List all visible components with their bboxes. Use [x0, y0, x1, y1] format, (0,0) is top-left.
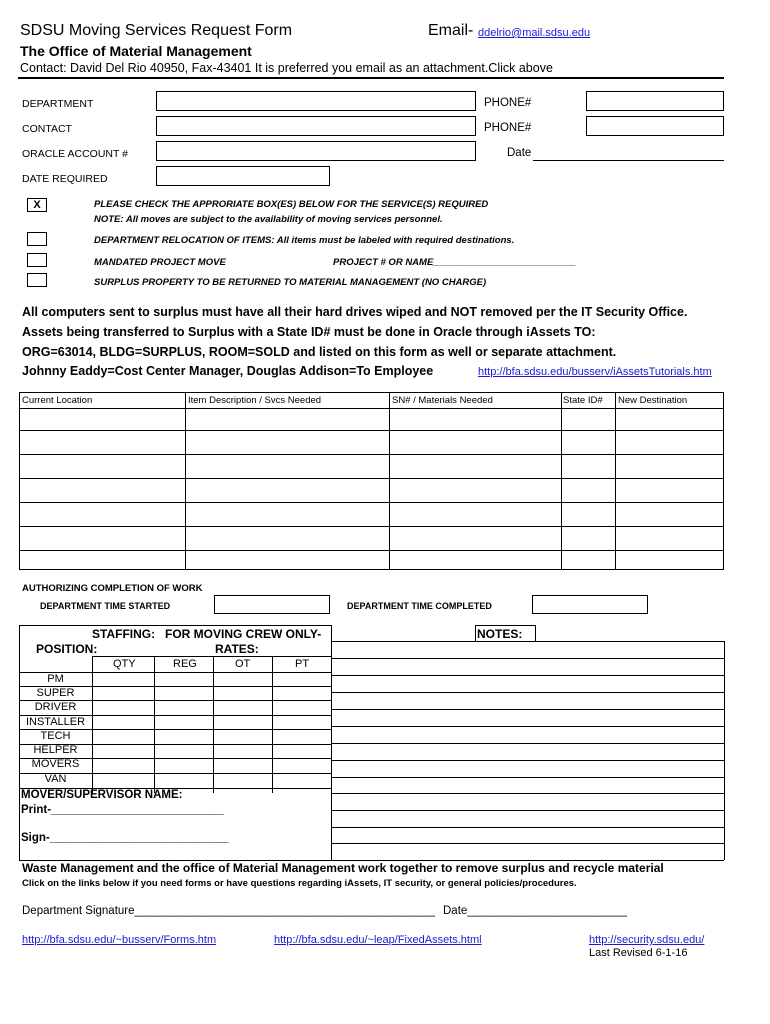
col-state-id: State ID#: [563, 395, 603, 406]
email-link[interactable]: ddelrio@mail.sdsu.edu: [478, 27, 591, 39]
col-reg: REG: [173, 658, 197, 670]
check-relocation[interactable]: [27, 232, 47, 246]
form-title: SDSU Moving Services Request Form: [20, 22, 293, 39]
department-input[interactable]: [156, 91, 476, 111]
notice-line-1: All computers sent to surplus must have all their hard drives wiped and NOT removed per the IT Security Office.: [22, 305, 688, 319]
date-required-label: DATE REQUIRED: [22, 173, 108, 185]
check-surplus[interactable]: [27, 273, 47, 287]
forms-link[interactable]: http://bfa.sdsu.edu/~busserv/Forms.htm: [22, 934, 217, 946]
check-instructions[interactable]: X: [27, 198, 47, 212]
sign-line[interactable]: Sign-____________________________: [21, 832, 229, 844]
date-label: Date: [507, 147, 532, 159]
oracle-label: ORACLE ACCOUNT #: [22, 148, 128, 160]
notes-area[interactable]: [332, 642, 724, 860]
date-line[interactable]: [533, 160, 724, 161]
phone2-label: PHONE#: [484, 122, 532, 134]
col-ot: OT: [235, 658, 251, 670]
col-current-location: Current Location: [22, 395, 93, 406]
phone1-input[interactable]: [586, 91, 724, 111]
contact-input[interactable]: [156, 116, 476, 136]
note-text: NOTE: All moves are subject to the availability of moving services personnel.: [94, 214, 443, 225]
time-started-label: DEPARTMENT TIME STARTED: [40, 601, 171, 611]
phone2-input[interactable]: [586, 116, 724, 136]
position-installer: INSTALLER: [25, 716, 86, 728]
fixed-assets-link[interactable]: http://bfa.sdsu.edu/~leap/FixedAssets.html: [274, 934, 482, 946]
crew-label: FOR MOVING CREW ONLY-: [165, 627, 322, 641]
oracle-input[interactable]: [156, 141, 476, 161]
position-pm: PM: [47, 673, 64, 685]
phone1-label: PHONE#: [484, 97, 532, 109]
rates-label: RATES:: [215, 642, 259, 656]
col-sn-materials: SN# / Materials Needed: [392, 395, 493, 406]
notice-line-4: Johnny Eaddy=Cost Center Manager, Douglas Addison=To Employee: [22, 364, 434, 378]
time-started-input[interactable]: [214, 595, 330, 614]
last-revised: Last Revised 6-1-16: [589, 947, 688, 959]
office-subtitle: The Office of Material Management: [20, 43, 252, 59]
department-signature[interactable]: Department Signature_______________________________________________: [22, 905, 436, 917]
waste-management-text: Waste Management and the office of Material Management work together to remove surplus and recycle material: [22, 861, 664, 875]
items-table: [19, 392, 724, 570]
position-super: SUPER: [36, 687, 75, 699]
click-links-text: Click on the links below if you need forms or have questions regarding iAssets, IT security, or general policies/procedures.: [22, 878, 577, 889]
authorizing-title: AUTHORIZING COMPLETION OF WORK: [22, 583, 203, 594]
check-mandated[interactable]: [27, 253, 47, 267]
instructions-text: PLEASE CHECK THE APPRORIATE BOX(ES) BELOW FOR THE SERVICE(S) REQUIRED: [94, 199, 489, 210]
staffing-table: [19, 625, 725, 860]
mandated-text: MANDATED PROJECT MOVE: [94, 257, 226, 268]
header-divider: [18, 77, 724, 79]
position-label: POSITION:: [36, 642, 98, 656]
relocation-text: DEPARTMENT RELOCATION OF ITEMS: All items must be labeled with required destinations.: [94, 235, 515, 246]
email-label: Email-: [428, 22, 474, 39]
col-qty: QTY: [113, 658, 136, 670]
staffing-label: STAFFING:: [92, 627, 156, 641]
col-pt: PT: [295, 658, 310, 670]
notice-line-3: ORG=63014, BLDG=SURPLUS, ROOM=SOLD and listed on this form as well or separate attachment.: [22, 345, 617, 359]
security-link[interactable]: http://security.sdsu.edu/: [589, 934, 705, 946]
position-movers: MOVERS: [31, 758, 80, 770]
print-line[interactable]: Print-___________________________: [21, 804, 224, 816]
department-label: DEPARTMENT: [22, 98, 94, 110]
contact-label: CONTACT: [22, 123, 72, 135]
signature-date[interactable]: Date_________________________: [443, 905, 628, 917]
time-completed-label: DEPARTMENT TIME COMPLETED: [347, 601, 492, 611]
time-completed-input[interactable]: [532, 595, 648, 614]
col-item-description: Item Description / Svcs Needed: [188, 395, 322, 406]
notes-label: NOTES:: [477, 627, 523, 641]
date-required-input[interactable]: [156, 166, 330, 186]
mover-name-label: MOVER/SUPERVISOR NAME:: [21, 789, 183, 801]
surplus-text: SURPLUS PROPERTY TO BE RETURNED TO MATERIAL MANAGEMENT (NO CHARGE): [94, 277, 487, 288]
position-tech: TECH: [40, 730, 71, 742]
notice-line-2: Assets being transferred to Surplus with a State ID# must be done in Oracle through iAssets TO:: [22, 325, 596, 339]
position-driver: DRIVER: [34, 701, 77, 713]
project-number-text: PROJECT # OR NAME___________________________: [333, 257, 576, 268]
position-helper: HELPER: [33, 744, 78, 756]
contact-line: Contact: David Del Rio 40950, Fax-43401 It is preferred you email as an attachment.Click above: [20, 61, 553, 75]
iassets-tutorials-link[interactable]: http://bfa.sdsu.edu/busserv/iAssetsTutorials.htm: [478, 366, 712, 378]
position-van: VAN: [44, 773, 67, 785]
col-new-destination: New Destination: [618, 395, 688, 406]
